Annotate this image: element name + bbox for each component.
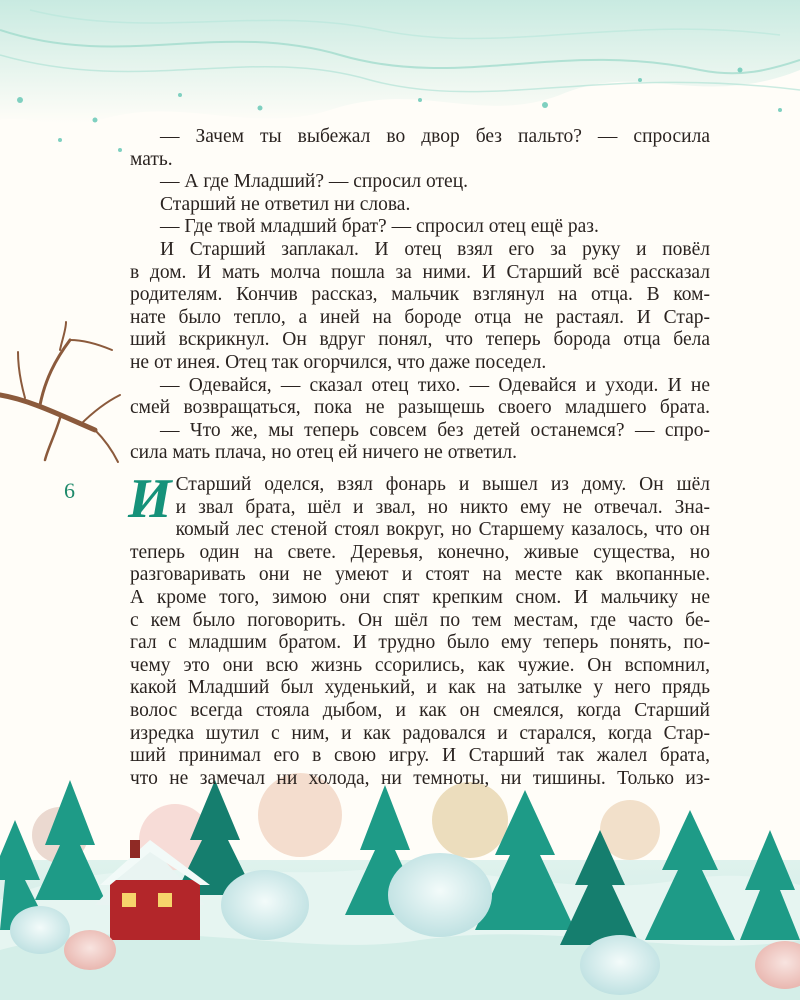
text-line: — Одевайся, — сказал отец тихо. — Одевайся и уходи. И не (160, 374, 710, 396)
text-line: Старший не ответил ни слова. (160, 193, 411, 215)
winter-forest-illustration (0, 773, 800, 1000)
text-line: смей возвращаться, пока не разыщешь своего младшего брата. (130, 397, 710, 419)
story-text-upper (130, 126, 710, 465)
text-line: сила мать плача, но отец ей ничего не ответил. (130, 442, 518, 464)
text-line: — Зачем ты выбежал во двор без пальто? — спросила (160, 126, 710, 147)
text-line: теперь один на свете. Деревья, конечно, живые существа, но (130, 541, 710, 563)
text-line: с кем было поговорить. Он шёл по тем местам, где часто бе- (130, 609, 710, 631)
text-line: какой Младший был худенький, и как на затылке у него прядь (130, 677, 710, 699)
text-line: изредка шутил с ним, и как радовался и старался, когда Стар- (130, 722, 710, 744)
story-text-lower (128, 468, 710, 790)
text-line: ший вскрикнул. Он вдруг понял, что теперь борода отца бела (130, 329, 710, 351)
text-line: и звал брата, шёл и звал, но никто ему не отвечал. Зна- (175, 496, 710, 518)
bare-branch-illustration (0, 322, 120, 462)
text-line: что не замечал ни холода, ни темноты, ни тишины. Только из- (130, 767, 710, 789)
text-line: в дом. И мать молча пошла за ними. И Старший всё рассказал (130, 261, 710, 283)
text-line: волос всегда стояла дыбом, и как он смеялся, когда Старший (130, 699, 710, 721)
text-line: нате было тепло, а иней на бороде отца не растаял. И Стар- (130, 306, 710, 328)
text-line: И Старший заплакал. И отец взял его за руку и повёл (160, 238, 710, 260)
page-number: 6 (64, 478, 75, 503)
text-line: А кроме того, зимою они спят крепким сном. И мальчику не (130, 586, 710, 608)
text-line: мать. (130, 148, 173, 170)
text-line: родителям. Кончив рассказ, мальчик взглянул на отца. В ком- (130, 284, 710, 306)
text-line: комый лес стеной стоял вокруг, но Старшему казалось, что он (175, 519, 710, 541)
text-line: — Где твой младший брат? — спросил отец ещё раз. (160, 216, 599, 238)
text-line: гал с младшим братом. И трудно было ему теперь понять, по- (130, 632, 710, 654)
text-line: Старший оделся, взял фонарь и вышел из дому. Он шёл (175, 474, 710, 495)
text-line: — Что же, мы теперь совсем без детей останемся? — спро- (160, 419, 710, 441)
dropcap-letter: И (128, 468, 172, 530)
text-line: — А где Младший? — спросил отец. (160, 171, 469, 193)
text-line: разговаривать они не умеют и стоят на месте как вкопанные. (130, 564, 710, 586)
text-line: ший принимал его в свою игру. И Старший так жалел брата, (130, 745, 710, 767)
text-line: не от инея. Отец так огорчился, что даже поседел. (130, 351, 547, 373)
text-line: чему это они всю жизнь ссорились, как чужие. Он вспомнил, (130, 654, 710, 676)
